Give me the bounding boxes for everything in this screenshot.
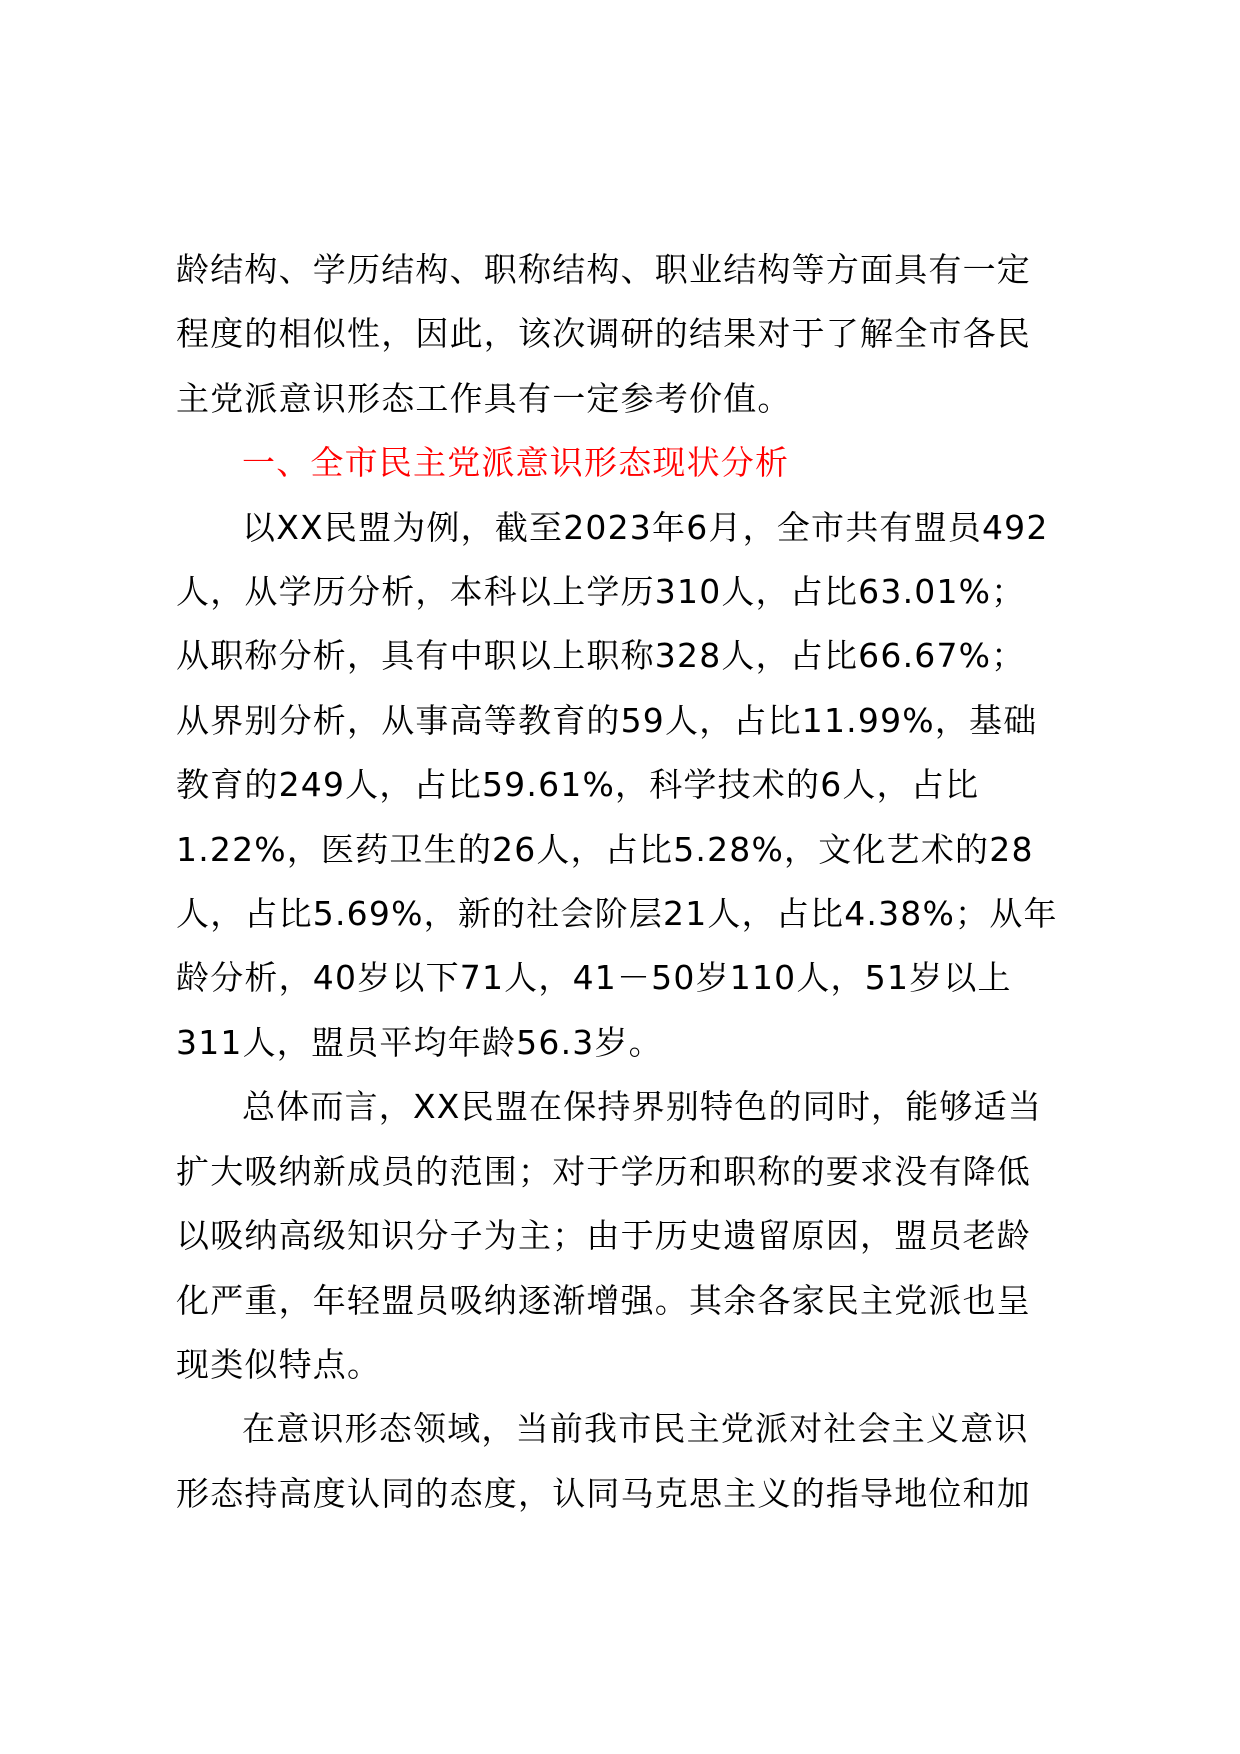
- text-line: 程度的相似性，因此，该次调研的结果对于了解全市各民: [176, 314, 1031, 354]
- text-line: 从职称分析，具有中职以上职称328人，占比66.67%；: [176, 636, 1026, 676]
- text-line: 化严重，年轻盟员吸纳逐渐增强。其余各家民主党派也呈: [176, 1280, 1031, 1320]
- text-line: 1.22%，医药卫生的26人，占比5.28%，文化艺术的28: [176, 829, 1034, 869]
- text-line: 人，从学历分析，本科以上学历310人，占比63.01%；: [176, 572, 1026, 612]
- text-line: 现类似特点。: [176, 1344, 382, 1384]
- document-body: [176, 238, 1116, 1526]
- text-line: 以XX民盟为例，截至2023年6月，全市共有盟员492: [242, 507, 1049, 547]
- text-line: 龄分析，40岁以下71人，41－50岁110人，51岁以上: [176, 958, 1012, 998]
- paragraph-continued: [176, 238, 1116, 431]
- text-line: 从界别分析，从事高等教育的59人，占比11.99%，基础: [176, 700, 1038, 740]
- text-line: 311人，盟员平均年龄56.3岁。: [176, 1022, 663, 1062]
- text-line: 形态持高度认同的态度，认同马克思主义的指导地位和加: [176, 1473, 1031, 1513]
- text-line: 教育的249人，占比59.61%，科学技术的6人，占比: [176, 765, 980, 805]
- text-line: 人，占比5.69%，新的社会阶层21人，占比4.38%；从年: [176, 894, 1058, 934]
- text-line: 扩大吸纳新成员的范围；对于学历和职称的要求没有降低: [176, 1151, 1031, 1191]
- paragraph-ideology: [176, 1397, 1116, 1526]
- section-heading: 一、全市民主党派意识形态现状分析: [242, 443, 790, 483]
- text-line: 在意识形态领域，当前我市民主党派对社会主义意识: [242, 1409, 1029, 1449]
- text-line: 以吸纳高级知识分子为主；由于历史遗留原因，盟员老龄: [176, 1216, 1031, 1256]
- paragraph-statistics: [176, 496, 1116, 1076]
- text-line: 总体而言，XX民盟在保持界别特色的同时，能够适当: [242, 1087, 1043, 1127]
- text-line: 龄结构、学历结构、职称结构、职业结构等方面具有一定: [176, 250, 1031, 289]
- text-line: 主党派意识形态工作具有一定参考价值。: [176, 378, 792, 418]
- paragraph-summary: [176, 1075, 1116, 1397]
